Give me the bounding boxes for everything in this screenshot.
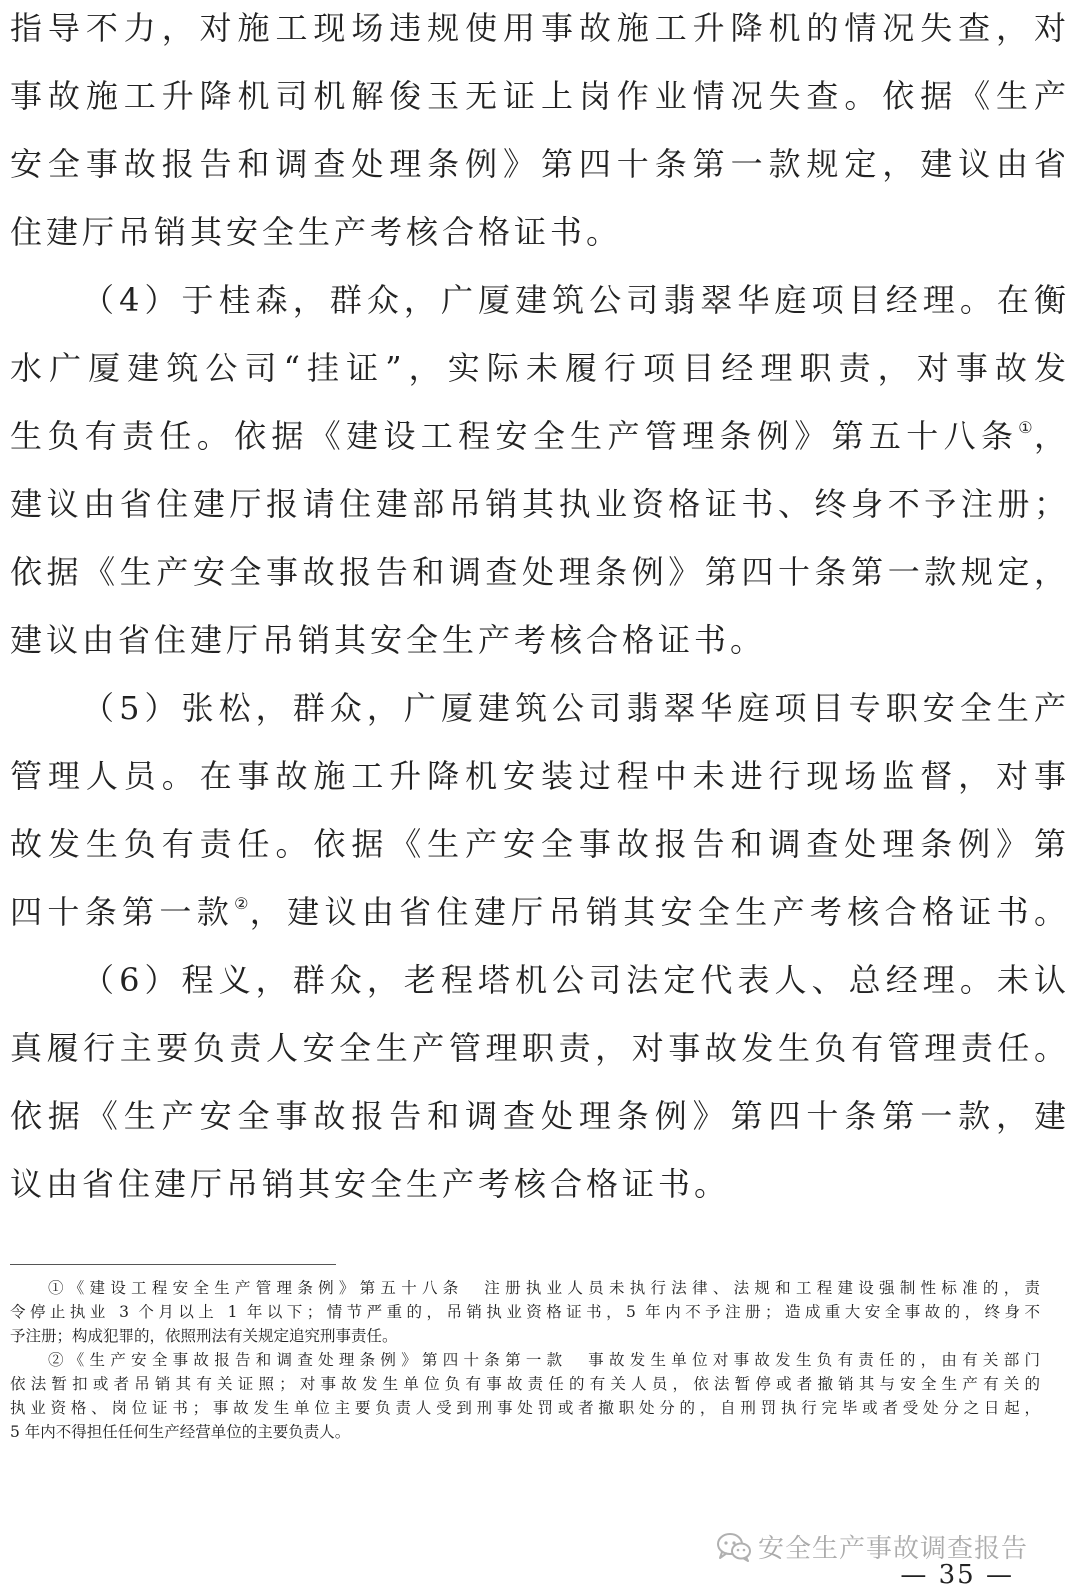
- body-line-text: 建议由省住建厅报请住建部吊销其执业资格证书、终身不予注册；: [10, 485, 1070, 523]
- body-line: [10, 946, 1070, 1014]
- body-line-text: 事故施工升降机司机解俊玉无证上岗作业情况失查。依据《生产: [10, 77, 1070, 115]
- footnote-line: ②《生产安全事故报告和调查处理条例》第四十条第一款 事故发生单位对事故发生负有责任的，由有关部门: [48, 1351, 1040, 1369]
- body-line-text: （5）张松，群众，广厦建筑公司翡翠华庭项目专职安全生产: [82, 689, 1070, 727]
- body-line: [10, 0, 1070, 62]
- body-line: [10, 130, 1070, 198]
- body-line: [10, 1150, 1070, 1218]
- body-line-text: 建议由省住建厅吊销其安全生产考核合格证书。: [10, 621, 767, 659]
- body-line: [10, 266, 1070, 334]
- footnote-line: 依法暂扣或者吊销其有关证照；对事故发生单位负有事故责任的有关人员，依法暂停或者撤销其与安全生产有关的: [10, 1375, 1040, 1393]
- footnote-line: 执业资格、岗位证书；事故发生单位主要负责人受到刑事处罚或者撤职处分的，自刑罚执行完毕或者受处分之日起，: [10, 1399, 1040, 1417]
- body-line-text: 故发生负有责任。依据《生产安全事故报告和调查处理条例》第: [10, 825, 1070, 863]
- body-line-tail: ，: [1033, 417, 1070, 455]
- body-line: [10, 538, 1070, 606]
- body-line: [10, 606, 1070, 674]
- footnote-line: 令停止执业 3 个月以上 1 年以下；情节严重的，吊销执业资格证书，5 年内不予注册；造成重大安全事故的，终身不: [10, 1303, 1040, 1321]
- footnote-line: ①《建设工程安全生产管理条例》第五十八条 注册执业人员未执行法律、法规和工程建设强制性标准的，责: [48, 1279, 1040, 1297]
- footnote-line: 5 年内不得担任任何生产经营单位的主要负责人。: [10, 1423, 351, 1441]
- footnote-divider: [10, 1264, 336, 1265]
- body-line: [10, 742, 1070, 810]
- body-line-text: 议由省住建厅吊销其安全生产考核合格证书。: [10, 1165, 731, 1203]
- body-line: [10, 62, 1070, 130]
- body-line-text: 住建厅吊销其安全生产考核合格证书。: [10, 213, 623, 251]
- body-line: [10, 674, 1070, 742]
- body-text: [10, 0, 1070, 1218]
- page-number: — 35 —: [900, 1560, 1014, 1590]
- body-line-text: 依据《生产安全事故报告和调查处理条例》第四十条第一款，建: [10, 1097, 1070, 1135]
- body-line-text: （6）程义，群众，老程塔机公司法定代表人、总经理。未认: [82, 961, 1070, 999]
- body-line-text: 安全事故报告和调查处理条例》第四十条第一款规定，建议由省: [10, 145, 1070, 183]
- body-line-text: 水广厦建筑公司“挂证”，实际未履行项目经理职责，对事故发: [10, 349, 1070, 387]
- body-line: [10, 1082, 1070, 1150]
- wechat-icon: [716, 1532, 752, 1562]
- body-line-text: 管理人员。在事故施工升降机安装过程中未进行现场监督，对事: [10, 757, 1070, 795]
- body-line-text: 指导不力，对施工现场违规使用事故施工升降机的情况失查，对: [10, 9, 1070, 47]
- body-line: [10, 334, 1070, 402]
- body-line: [10, 402, 1070, 470]
- footnotes: [10, 1276, 1040, 1444]
- body-line-tail: ，建议由省住建厅吊销其安全生产考核合格证书。: [249, 893, 1070, 931]
- body-line: [10, 1014, 1070, 1082]
- footnote-marker: ①: [1018, 418, 1034, 437]
- body-line-text: 依据《生产安全事故报告和调查处理条例》第四十条第一款规定，: [10, 553, 1070, 591]
- body-line: [10, 198, 1070, 266]
- footnote-marker: ②: [234, 894, 250, 913]
- footnote-line: 予注册；构成犯罪的，依照刑法有关规定追究刑事责任。: [10, 1327, 398, 1345]
- body-line-text: 生负有责任。依据《建设工程安全生产管理条例》第五十八条: [10, 417, 1019, 455]
- body-line-text: （4）于桂森，群众，广厦建筑公司翡翠华庭项目经理。在衡: [82, 281, 1070, 319]
- body-line-text: 四十条第一款: [10, 893, 235, 931]
- body-line-text: 真履行主要负责人安全生产管理职责，对事故发生负有管理责任。: [10, 1029, 1070, 1067]
- body-line: [10, 470, 1070, 538]
- body-line: [10, 878, 1070, 946]
- body-line: [10, 810, 1070, 878]
- watermark-text: 安全生产事故调查报告: [757, 1534, 1028, 1564]
